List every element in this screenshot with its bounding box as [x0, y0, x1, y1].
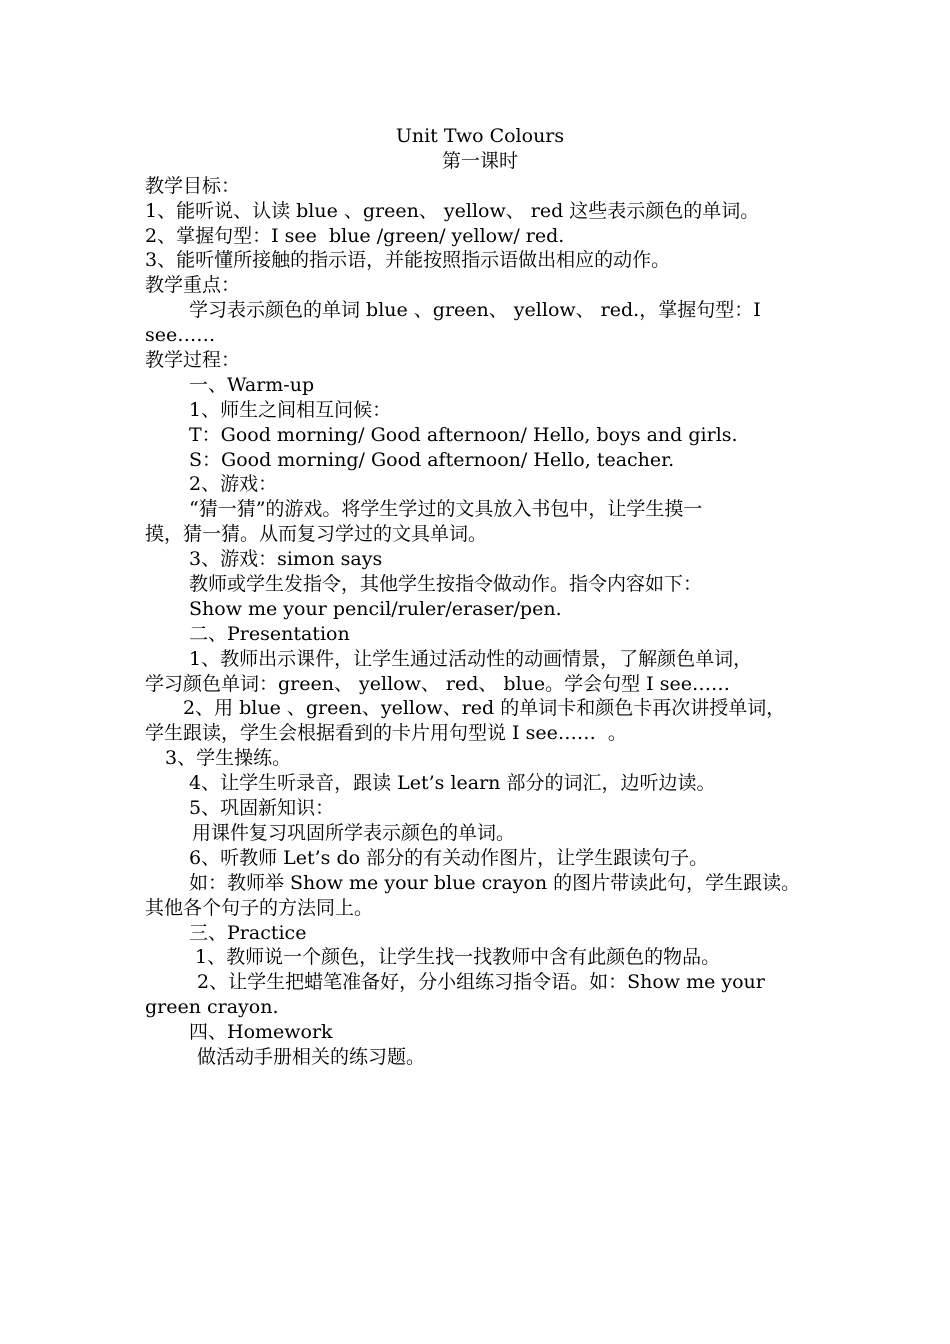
procedure-line: 1、教师出示课件，让学生通过活动性的动画情景，了解颜色单词，: [189, 647, 753, 670]
procedure-line: “猜一猜”的游戏。将学生学过的文具放入书包中，让学生摸一: [189, 498, 703, 521]
section-heading-objectives: 教学目标：: [145, 174, 241, 197]
procedure-line: 其他各个句子的方法同上。: [145, 896, 374, 919]
procedure-line: 学生跟读，学生会根据看到的卡片用句型说 I see…… 。: [145, 722, 627, 745]
procedure-line: 教师或学生发指令，其他学生按指令做动作。指令内容如下：: [189, 573, 703, 596]
procedure-line: 6、听教师 Let’s do 部分的有关动作图片，让学生跟读句子。: [189, 846, 709, 869]
objective-line: 1、能听说、认读 blue 、green、 yellow、 red 这些表示颜色的单词。: [145, 199, 760, 222]
section-heading-key-points: 教学重点：: [145, 274, 241, 297]
section-heading-procedure: 教学过程：: [145, 349, 241, 372]
procedure-line: T：Good morning/ Good afternoon/ Hello, boys and girls.: [189, 423, 738, 446]
objective-line: 3、能听懂所接触的指示语，并能按照指示语做出相应的动作。: [145, 249, 671, 272]
procedure-heading: 一、Warm-up: [189, 373, 315, 396]
procedure-line: 1、师生之间相互问候：: [189, 398, 392, 421]
procedure-line: 3、游戏：simon says: [189, 548, 383, 571]
procedure-line: 3、学生操练。: [165, 747, 292, 770]
procedure-heading: 三、Practice: [189, 921, 307, 944]
procedure-heading: 二、Presentation: [189, 622, 350, 645]
procedure-line: green crayon.: [145, 996, 279, 1019]
procedure-line: S：Good morning/ Good afternoon/ Hello, teacher.: [189, 448, 675, 471]
procedure-line: 5、巩固新知识：: [189, 797, 335, 820]
key-point-line: see……: [145, 324, 216, 347]
procedure-line: 2、用 blue 、green、yellow、red 的单词卡和颜色卡再次讲授单词，: [183, 697, 786, 720]
procedure-line: 2、让学生把蜡笔准备好，分小组练习指令语。如：Show me your: [197, 971, 765, 994]
procedure-line: Show me your pencil/ruler/eraser/pen.: [189, 597, 562, 620]
procedure-heading: 四、Homework: [189, 1021, 333, 1044]
procedure-line: 摸，猜一猜。从而复习学过的文具单词。: [145, 523, 488, 546]
procedure-line: 做活动手册相关的练习题。: [197, 1045, 426, 1068]
document-body: [145, 124, 815, 1070]
procedure-line: 2、游戏：: [189, 473, 278, 496]
objective-line: 2、掌握句型：I see blue /green/ yellow/ red.: [145, 224, 565, 247]
procedure-line: 1、教师说一个颜色，让学生找一找教师中含有此颜色的物品。: [195, 946, 721, 969]
procedure-line: 如：教师举 Show me your blue crayon 的图片带读此句，学生跟读。: [189, 871, 801, 894]
procedure-line: 学习颜色单词：green、 yellow、 red、 blue。学会句型 I see……: [145, 672, 730, 695]
document-title: Unit Two Colours: [395, 125, 565, 147]
key-point-line: 学习表示颜色的单词 blue 、green、 yellow、 red.，掌握句型：I: [189, 299, 761, 322]
procedure-line: 4、让学生听录音，跟读 Let’s learn 部分的词汇，边听边读。: [189, 772, 716, 795]
procedure-line: 用课件复习巩固所学表示颜色的单词。: [192, 821, 516, 844]
lesson-period: 第一课时: [441, 149, 518, 172]
